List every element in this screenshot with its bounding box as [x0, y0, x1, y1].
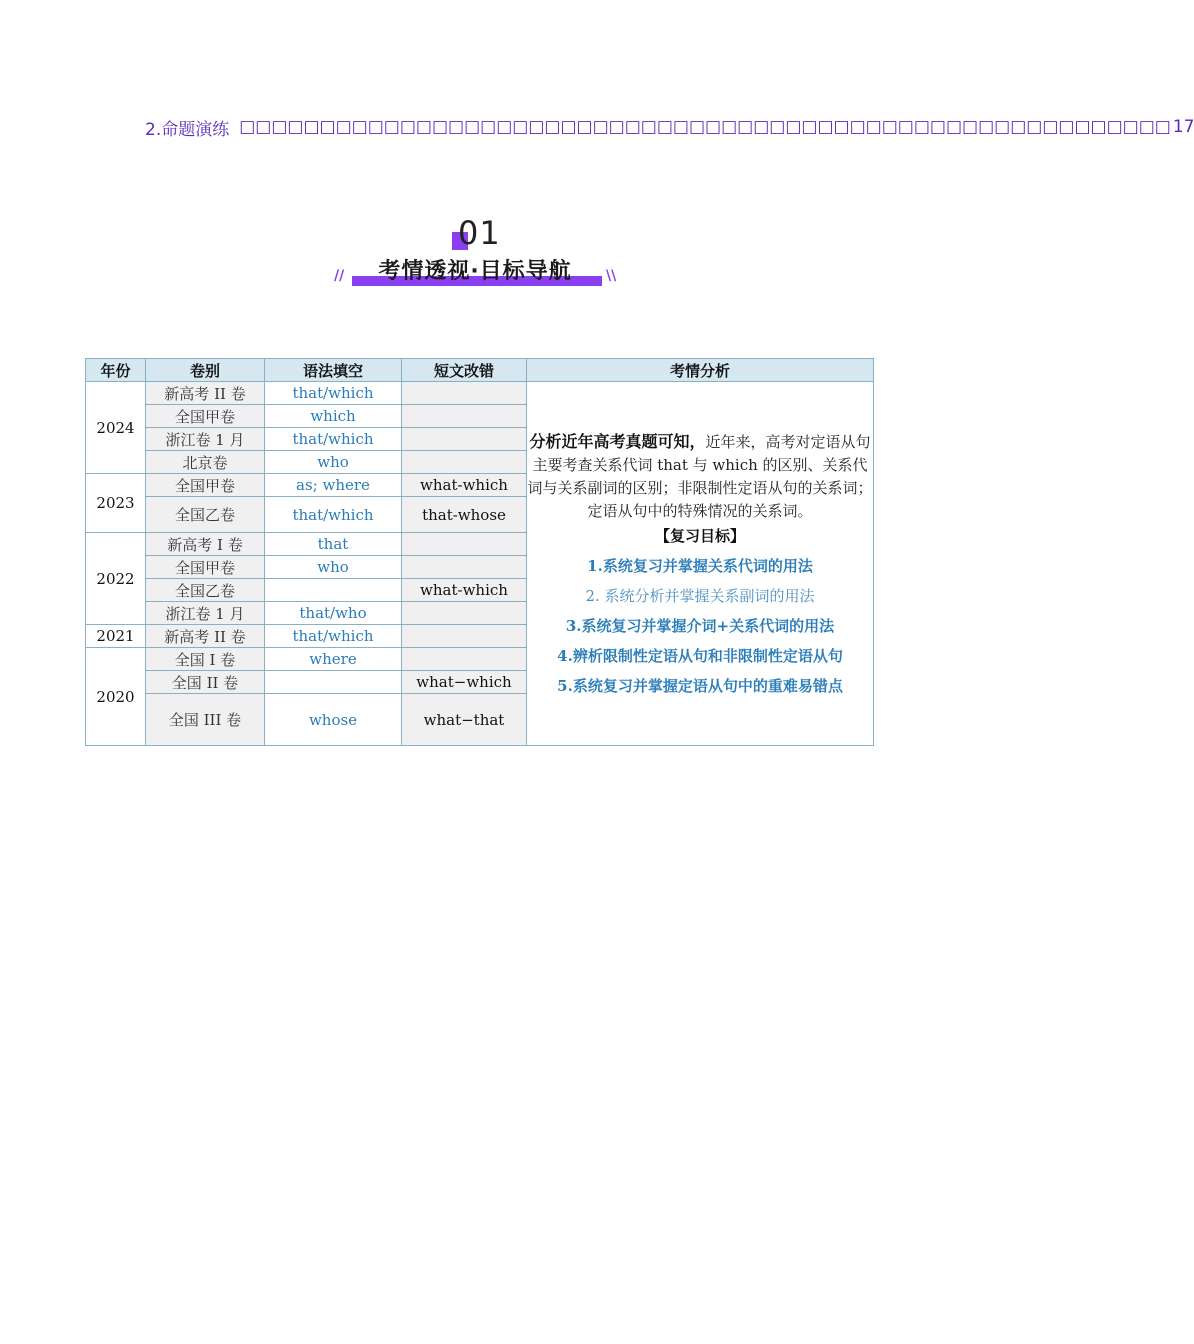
table-row [86, 382, 874, 405]
grammar-fill-cell: where [265, 648, 402, 671]
toc-label: 2.命题演练 [145, 119, 230, 140]
grammar-fill-cell [265, 579, 402, 602]
analysis-lead: 分析近年高考真题可知， [529, 431, 706, 451]
correction-cell [402, 648, 527, 671]
volume-cell: 新高考 II 卷 [146, 625, 265, 648]
grammar-fill-cell: that [265, 533, 402, 556]
volume-cell: 全国乙卷 [146, 497, 265, 533]
volume-cell: 全国甲卷 [146, 405, 265, 428]
grammar-fill-cell: that/who [265, 602, 402, 625]
goal-item: 1.系统复习并掌握关系代词的用法 [587, 556, 813, 575]
correction-cell [402, 602, 527, 625]
grammar-fill-cell: which [265, 405, 402, 428]
volume-cell: 浙江卷 1 月 [146, 602, 265, 625]
goal-item: 5.系统复习并掌握定语从句中的重难易错点 [557, 676, 843, 695]
year-cell: 2020 [86, 648, 146, 746]
volume-cell: 全国 II 卷 [146, 671, 265, 694]
volume-cell: 全国甲卷 [146, 556, 265, 579]
correction-cell [402, 428, 527, 451]
table-header-row [86, 359, 874, 382]
header-error-correction: 短文改错 [402, 359, 527, 382]
year-cell: 2024 [86, 382, 146, 474]
header-volume: 卷别 [146, 359, 265, 382]
correction-cell: that-whose [402, 497, 527, 533]
correction-cell: what−that [402, 694, 527, 746]
toc-leader: □□□□□□□□□□□□□□□□□□□□□□□□□□□□□□□□□□□□□□□□□□□□□□□□□□□□□□□□□□ [239, 117, 1171, 137]
volume-cell: 浙江卷 1 月 [146, 428, 265, 451]
year-cell: 2022 [86, 533, 146, 625]
volume-cell: 全国乙卷 [146, 579, 265, 602]
volume-cell: 全国甲卷 [146, 474, 265, 497]
correction-cell [402, 556, 527, 579]
exam-analysis-table [85, 358, 874, 746]
correction-cell [402, 625, 527, 648]
grammar-fill-cell: whose [265, 694, 402, 746]
volume-cell: 全国 I 卷 [146, 648, 265, 671]
year-cell: 2021 [86, 625, 146, 648]
volume-cell: 新高考 I 卷 [146, 533, 265, 556]
correction-cell [402, 451, 527, 474]
header-year: 年份 [86, 359, 146, 382]
header-grammar-fill: 语法填空 [265, 359, 402, 382]
right-slash-decoration: \\ [606, 268, 617, 284]
grammar-fill-cell: that/which [265, 625, 402, 648]
toc-entry[interactable] [145, 115, 1194, 140]
toc-page-number: 17 [1172, 117, 1194, 137]
correction-cell: what-which [402, 579, 527, 602]
volume-cell: 全国 III 卷 [146, 694, 265, 746]
correction-cell: what-which [402, 474, 527, 497]
goal-item: 2. 系统分析并掌握关系副词的用法 [585, 586, 815, 605]
grammar-fill-cell: that/which [265, 497, 402, 533]
grammar-fill-cell: that/which [265, 428, 402, 451]
section-banner [330, 212, 620, 294]
volume-cell: 新高考 II 卷 [146, 382, 265, 405]
volume-cell: 北京卷 [146, 451, 265, 474]
grammar-fill-cell: that/which [265, 382, 402, 405]
goals-heading: 【复习目标】 [654, 526, 745, 545]
section-title: 考情透视·目标导航 [378, 259, 572, 284]
goal-item: 3.系统复习并掌握介词+关系代词的用法 [565, 616, 835, 635]
grammar-fill-cell: who [265, 451, 402, 474]
year-cell: 2023 [86, 474, 146, 533]
correction-cell [402, 382, 527, 405]
header-analysis: 考情分析 [527, 359, 874, 382]
grammar-fill-cell [265, 671, 402, 694]
correction-cell: what−which [402, 671, 527, 694]
section-number: 01 [458, 214, 501, 252]
analysis-body: 近年来，高考对定语从句主要考查关系代词 that 与 which 的区别、关系代词与关系副词的区别；非限制性定语从句的关系词；定语从句中的特殊情况的关系词。 [527, 432, 873, 520]
goal-item: 4.辨析限制性定语从句和非限制性定语从句 [557, 646, 843, 665]
correction-cell [402, 405, 527, 428]
analysis-cell [527, 382, 874, 746]
left-slash-decoration: // [334, 268, 345, 284]
grammar-fill-cell: as; where [265, 474, 402, 497]
grammar-fill-cell: who [265, 556, 402, 579]
correction-cell [402, 533, 527, 556]
